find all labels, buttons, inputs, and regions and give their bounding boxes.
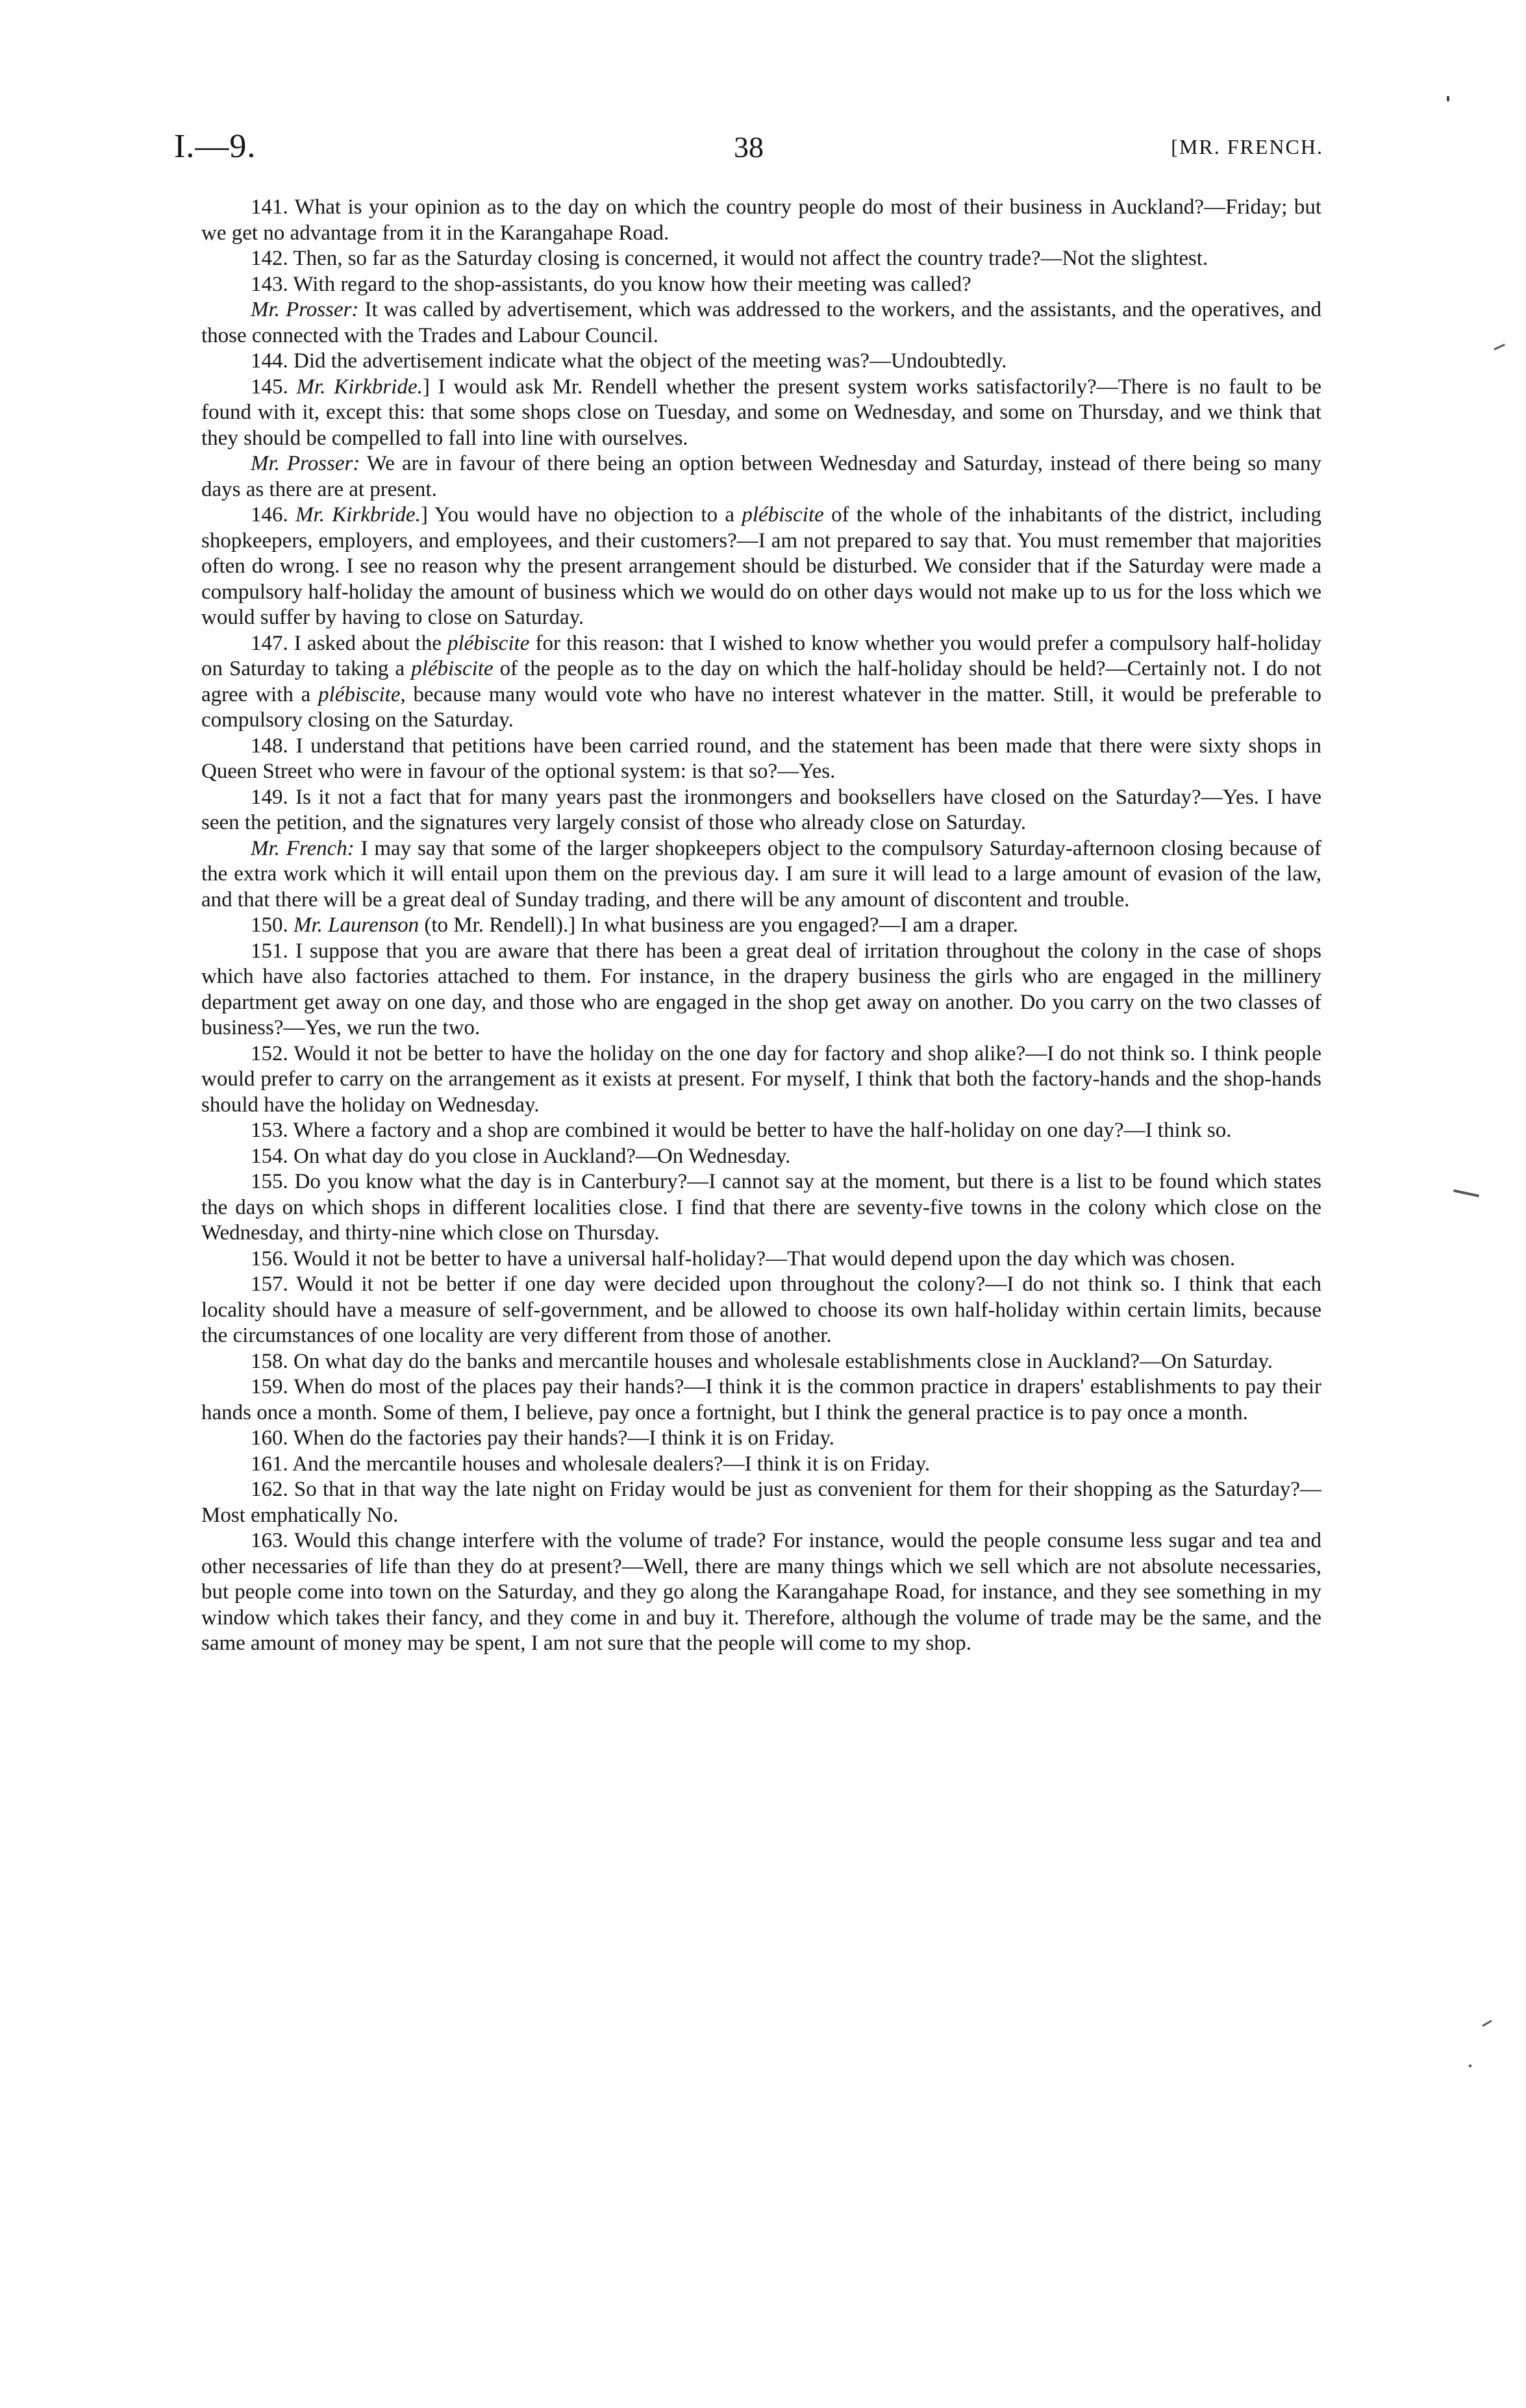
paragraph — [201, 1528, 1321, 1657]
text-run: 163. Would this change interfere with the volume of trade? For instance, would the people consume less sugar and tea and other necessaries of life than they do at present?—Well, there are many things which we sell which are not absolute necessaries, but people come into town on the Saturday, and they go along the Karangahape Road, for instance, and they see something in my window which takes their fancy, and they come in and buy it. Therefore, although the volume of trade may be the same, and the same amount of money may be spent, I am not sure that the people will come to my shop. — [201, 1529, 1321, 1655]
italic-run: plébiscite, — [318, 682, 406, 706]
text-run: 153. Where a factory and a shop are combined it would be better to have the half-holiday on one day?—I think so. — [251, 1119, 1232, 1142]
paragraph — [201, 913, 1321, 939]
evidence-text — [201, 195, 1321, 1657]
text-run: 156. Would it not be better to have a universal half-holiday?—That would depend upon the day which was chosen. — [251, 1247, 1236, 1271]
paragraph — [201, 375, 1321, 452]
page-number: 38 — [734, 130, 764, 164]
margin-mark — [1469, 2065, 1471, 2067]
text-run: 148. I understand that petitions have been carried round, and the statement has been made that there were sixty shops in Queen Street who were in favour of the optional system: is that so?—Yes. — [201, 734, 1321, 783]
paragraph — [201, 349, 1321, 375]
paragraph — [201, 1374, 1321, 1426]
text-run: 144. Did the advertisement indicate what the object of the meeting was?—Undoubtedly. — [251, 349, 1007, 373]
paragraph — [201, 785, 1321, 836]
text-run: because many would vote who have no interest whatever in the matter. Still, it would be preferable to compulsory closing on the Saturday. — [201, 682, 1321, 732]
text-run: 142. Then, so far as the Saturday closing is concerned, it would not affect the country trade?—Not the slightest. — [251, 247, 1208, 270]
paragraph — [201, 631, 1321, 734]
italic-run: plébiscite — [742, 503, 824, 527]
text-run: 150. — [251, 913, 294, 937]
paragraph — [201, 246, 1321, 272]
italic-run: Mr. Laurenson — [294, 913, 419, 937]
italic-run: plébiscite — [411, 657, 494, 680]
text-run: 146. — [251, 503, 296, 527]
paragraph — [201, 1169, 1321, 1247]
paragraph — [201, 734, 1321, 785]
paragraph — [201, 1272, 1321, 1349]
page-header — [174, 127, 1323, 173]
italic-run: plébiscite — [447, 631, 530, 655]
text-run: 161. And the mercantile houses and wholesale dealers?—I think it is on Friday. — [251, 1452, 931, 1476]
paragraph — [201, 297, 1321, 349]
paragraph — [201, 1349, 1321, 1375]
margin-mark — [1447, 96, 1449, 101]
text-run: 152. Would it not be better to have the holiday on the one day for factory and shop alike?—I do not think so. I think people would prefer to carry on the arrangement as it exists at present. For myself, I think that both the factory-hands and the shop-hands should have the holiday on Wednesday. — [201, 1041, 1321, 1117]
text-run: of the people as to the day on which the half-holiday should be held?—Certainly not. I do not agree with a — [201, 657, 1321, 706]
italic-run: Mr. French: — [251, 836, 355, 860]
paragraph — [201, 1247, 1321, 1272]
paragraph — [201, 195, 1321, 246]
margin-mark — [1482, 2020, 1492, 2027]
paragraph — [201, 1144, 1321, 1170]
text-run: 157. Would it not be better if one day were decided upon throughout the colony?—I do not think so. I think that each locality should have a measure of self-government, and be allowed to choose its own half-holiday within certain limits, because the circumstances of one locality are very different from those of another. — [201, 1272, 1321, 1347]
text-run: We are in favour of there being an option between Wednesday and Saturday, instead of there being so many days as there are at present. — [201, 452, 1321, 501]
text-run: 158. On what day do the banks and mercantile houses and wholesale establishments close in Auckland?—On Saturday. — [251, 1349, 1273, 1373]
text-run: 145. — [251, 375, 297, 399]
text-run: for this reason: that I wished to know whether you would prefer a compulsory half-holiday on Saturday to taking a — [201, 631, 1321, 680]
document-reference: I.—9. — [174, 128, 256, 165]
paragraph — [201, 503, 1321, 631]
text-run: 160. When do the factories pay their hands?—I think it is on Friday. — [251, 1426, 835, 1450]
text-run: 155. Do you know what the day is in Canterbury?—I cannot say at the moment, but there is a list to be found which states the days on which shops in different localities close. I find that there are seventy-five towns in the colony which close on the Wednesday, and thirty-nine which close on Thursday. — [201, 1170, 1321, 1245]
paragraph — [201, 1452, 1321, 1478]
paragraph — [201, 939, 1321, 1041]
text-run: 147. I asked about the — [251, 631, 447, 655]
paragraph — [201, 836, 1321, 913]
text-run: 151. I suppose that you are aware that there has been a great deal of irritation throughout the colony in the case of shops which have also factories attached to them. For instance, in the drapery business the girls who are engaged in the millinery department get away on one day, and those who are engaged in the shop get away on another. Do you carry on the two classes of business?—Yes, we run the two. — [201, 939, 1321, 1039]
text-run: 154. On what day do you close in Auckland?—On Wednesday. — [251, 1144, 791, 1168]
italic-run: Mr. Prosser: — [251, 298, 359, 321]
italic-run: Mr. Kirkbride. — [296, 375, 423, 399]
text-run: ] You would have no objection to a — [420, 503, 742, 527]
text-run: of the whole of the inhabitants of the district, including shopkeepers, employers, and employees, and their customers?—I am not prepared to say that. You must remember that majorities often do wrong. I see no reason why the present arrangement should be disturbed. We consider that if the Saturday were made a compulsory half-holiday the amount of business which we would do on other days would not make up to us for the loss which we would suffer by having to close on Saturday. — [201, 503, 1322, 629]
text-run: 149. Is it not a fact that for many years past the ironmongers and booksellers have closed on the Saturday?—Yes. I have seen the petition, and the signatures very largely consist of those who already close on Saturday. — [201, 785, 1321, 834]
margin-mark — [1494, 343, 1505, 350]
paragraph — [201, 1426, 1321, 1452]
text-run: (to Mr. Rendell).] In what business are you engaged?—I am a draper. — [419, 913, 1018, 937]
text-run: It was called by advertisement, which was addressed to the workers, and the assistants, and the operatives, and those connected with the Trades and Labour Council. — [201, 298, 1321, 347]
paragraph — [201, 451, 1321, 503]
text-run: ] I would ask Mr. Rendell whether the present system works satisfactorily?—There is no fault to be found with it, except this: that some shops close on Tuesday, and some on Wednesday, and some on Thursday, and we think that they should be compelled to fall into line with ourselves. — [201, 375, 1321, 450]
paragraph — [201, 1477, 1321, 1528]
italic-run: Mr. Prosser: — [251, 452, 360, 475]
text-run: 162. So that in that way the late night on Friday would be just as convenient for them for their shopping as the Saturday?—Most emphatically No. — [201, 1478, 1321, 1527]
text-run: I may say that some of the larger shopkeepers object to the compulsory Saturday-afternoon closing because of the extra work which it will entail upon them on the previous day. I am sure it will lead to a large amount of evasion of the law, and that there will be a great deal of Sunday trading, and there will be any amount of discontent and trouble. — [201, 836, 1321, 912]
italic-run: Mr. Kirkbride. — [295, 503, 421, 527]
text-run: 141. What is your opinion as to the day on which the country people do most of their business in Auckland?—Friday; but we get no advantage from it in the Karangahape Road. — [201, 195, 1321, 245]
margin-mark — [1453, 1189, 1479, 1197]
paragraph — [201, 272, 1321, 298]
text-run: 159. When do most of the places pay their hands?—I think it is the common practice in drapers' establishments to pay their hands once a month. Some of them, I believe, pay once a fortnight, but I think the general practice is to pay once a month. — [201, 1375, 1321, 1424]
paragraph — [201, 1118, 1321, 1144]
text-run: 143. With regard to the shop-assistants, do you know how their meeting was called? — [251, 272, 971, 296]
paragraph — [201, 1041, 1321, 1119]
speaker-heading: [MR. FRENCH. — [1171, 135, 1323, 158]
